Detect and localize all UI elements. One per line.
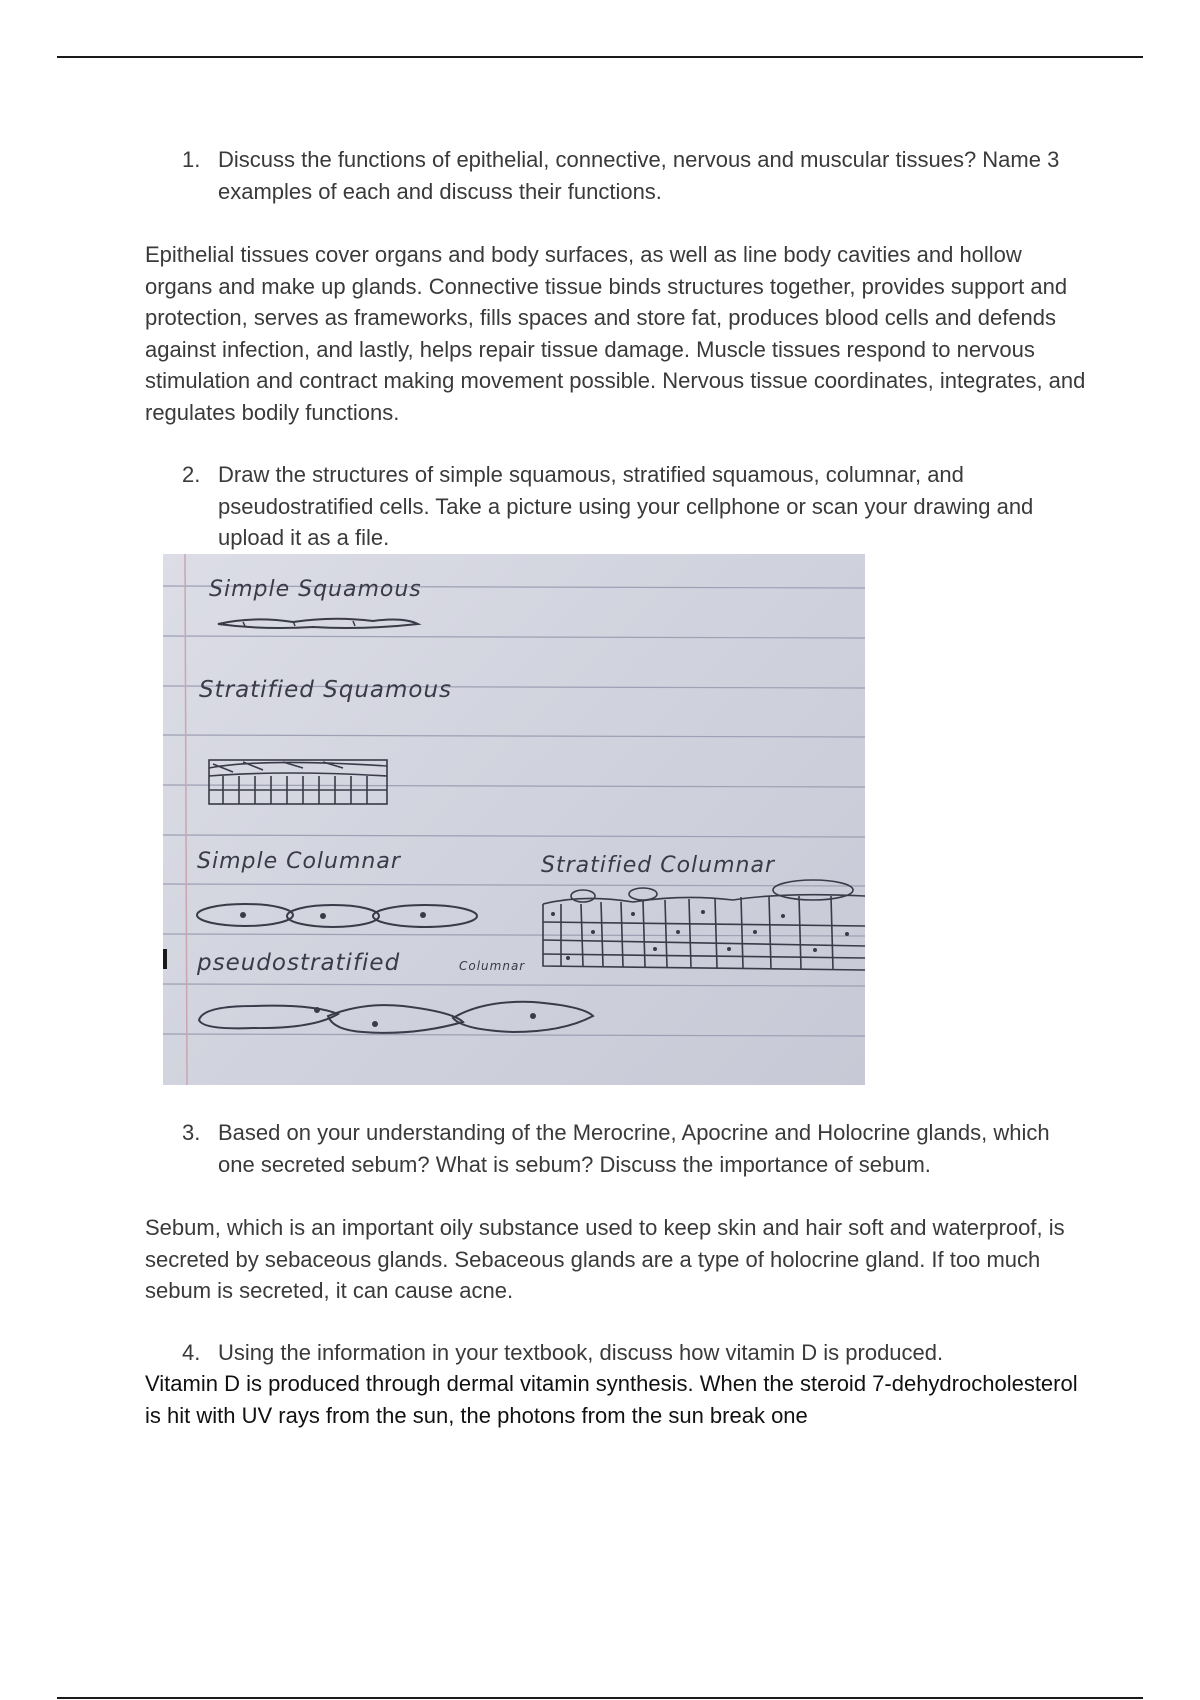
label-simple-columnar: Simple Columnar xyxy=(197,849,401,874)
margin-mark xyxy=(163,949,167,969)
label-pseudostratified-suffix: Columnar xyxy=(459,959,526,973)
nucleus xyxy=(240,912,246,918)
question-3 xyxy=(182,1117,1082,1180)
cell-divider xyxy=(353,621,355,626)
answer-3: Sebum, which is an important oily substance used to keep skin and hair soft and waterproof, is secreted by sebaceous glands. Sebaceous glands are a type of holocrine gland. If too much sebum is secreted, it can cause acne. xyxy=(145,1215,1065,1303)
notebook-drawing xyxy=(163,554,865,1085)
question-number: 1. xyxy=(182,147,201,172)
question-number: 4. xyxy=(182,1340,201,1365)
footer-rule xyxy=(57,1697,1143,1699)
question-1 xyxy=(182,144,1082,207)
label-stratified-squamous: Stratified Squamous xyxy=(199,677,453,703)
label-pseudostratified: pseudostratified xyxy=(197,950,401,976)
header-rule xyxy=(57,56,1143,58)
handwritten-drawing-photo xyxy=(163,554,865,1085)
label-simple-squamous: Simple Squamous xyxy=(209,577,422,602)
label-stratified-columnar: Stratified Columnar xyxy=(541,853,775,878)
question-text: Based on your understanding of the Merocrine, Apocrine and Holocrine glands, which one secreted sebum? What is sebum? Discuss the importance of sebum. xyxy=(218,1120,1050,1177)
nucleus xyxy=(314,1007,320,1013)
stratified-squamous-cells xyxy=(209,760,387,804)
nucleus xyxy=(320,913,326,919)
question-number: 2. xyxy=(182,462,201,487)
nucleus xyxy=(372,1021,378,1027)
question-2 xyxy=(182,459,1082,554)
simple-squamous-cells xyxy=(218,619,418,628)
simple-columnar-cells xyxy=(197,904,477,927)
answer-1: Epithelial tissues cover organs and body surfaces, as well as line body cavities and hollow organs and make up glands. Connective tissue binds structures together, provides support and protection, serves as frameworks, fills spaces and store fat, produces blood cells and defends against infection, and lastly, helps repair tissue damage. Muscle tissues respond to nervous stimulation and contract making movement possible. Nervous tissue coordinates, integrates, and regulates bodily functions. xyxy=(145,242,1086,425)
question-text: Discuss the functions of epithelial, connective, nervous and muscular tissues? Name 3 examples of each and discuss their functions. xyxy=(218,147,1060,204)
cell-divider xyxy=(243,622,245,626)
nucleus xyxy=(530,1013,536,1019)
question-4 xyxy=(182,1337,1082,1369)
margin-line xyxy=(185,554,187,1085)
question-text: Using the information in your textbook, discuss how vitamin D is produced. xyxy=(218,1340,944,1365)
question-number: 3. xyxy=(182,1120,201,1145)
nucleus xyxy=(420,912,426,918)
answer-4: Vitamin D is produced through dermal vitamin synthesis. When the steroid 7-dehydrocholesterol is hit with UV rays from the sun, the photons from the sun break one xyxy=(145,1371,1078,1428)
stratified-columnar-cells xyxy=(543,880,865,970)
question-text: Draw the structures of simple squamous, stratified squamous, columnar, and pseudostratified cells. Take a picture using your cellphone or scan your drawing and upload it as a file. xyxy=(218,462,1034,550)
